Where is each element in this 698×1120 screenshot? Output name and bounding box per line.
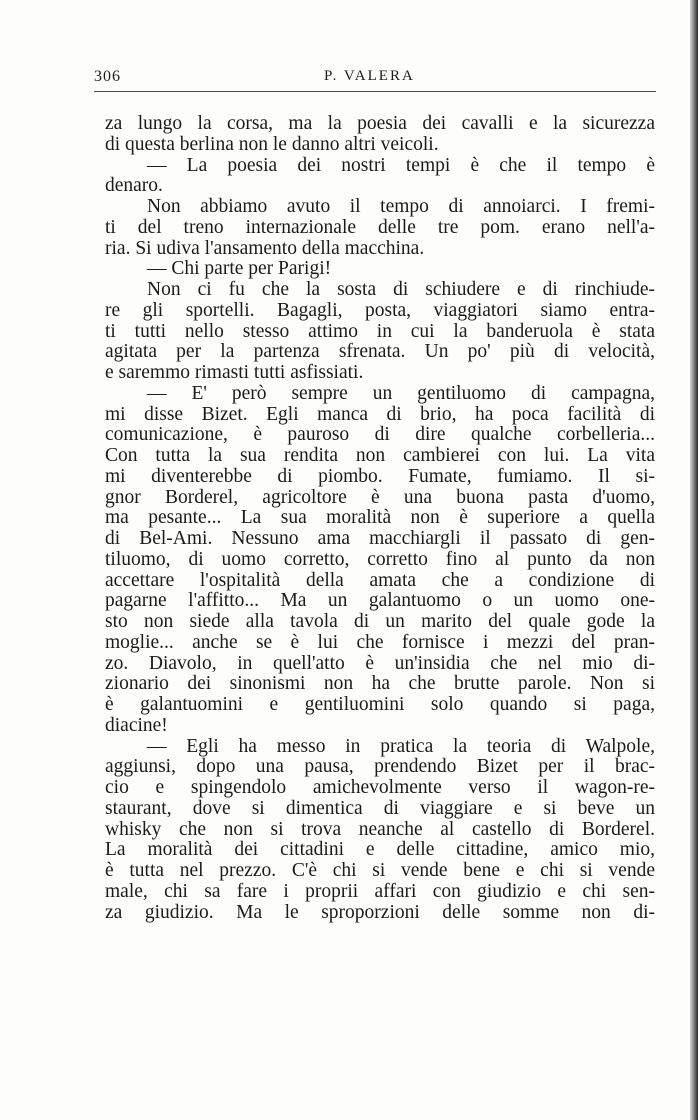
body-text — [105, 114, 655, 923]
text-line: aggiunsi, dopo una pausa, prendendo Bizet per il brac- — [105, 756, 655, 778]
text-line: whisky che non si trova neanche al castello di Borderel. — [105, 818, 655, 840]
text-line: è galantuomini e gentiluomini solo quando si paga, — [105, 694, 655, 715]
text-line: zionario dei sinonismi non ha che brutte parole. Non si — [105, 673, 655, 695]
text-line: staurant, dove si dimentica di viaggiare e si beve un — [105, 797, 655, 819]
text-line: pagarne l'affitto... Ma un galantuomo o un uomo one- — [105, 590, 655, 612]
text-line: mi diventerebbe di piombo. Fumate, fumiamo. Il si- — [105, 465, 655, 487]
text-line: La moralità dei cittadini e delle cittadine, amico mio, — [105, 839, 655, 861]
page-number: 306 — [94, 68, 121, 85]
page-edge-shadow — [690, 0, 698, 1120]
page-header — [94, 66, 654, 90]
text-line: mi disse Bizet. Egli manca di brio, ha poca facilità di — [105, 403, 655, 425]
text-line: accettare l'ospitalità della amata che a condizione di — [105, 569, 655, 591]
running-head: P. VALERA — [324, 68, 415, 84]
text-line: — Egli ha messo in pratica la teoria di Walpole, — [147, 735, 655, 757]
text-line: Con tutta la sua rendita non cambierei con lui. La vita — [105, 445, 655, 466]
text-line: ti del treno internazionale delle tre pom. erano nell'a- — [105, 216, 655, 238]
text-line: tiluomo, di uomo corretto, corretto fino al punto da non — [105, 548, 655, 570]
text-line: cio e spingendolo amichevolmente verso il wagon-re- — [105, 777, 655, 798]
text-line: sto non siede alla tavola di un marito del quale gode la — [105, 611, 655, 632]
text-line: di questa berlina non le danno altri veicoli. — [105, 133, 439, 155]
text-line: moglie... anche se è lui che fornisce i mezzi del pran- — [105, 631, 655, 653]
header-rule — [94, 91, 656, 92]
text-line: re gli sportelli. Bagagli, posta, viaggiatori siamo entra- — [105, 299, 655, 321]
text-line: diacine! — [105, 714, 168, 736]
text-line: è tutta nel prezzo. C'è chi si vende bene e chi si vende — [105, 860, 655, 881]
text-line: gnor Borderel, agricoltore è una buona pasta d'uomo, — [105, 486, 655, 508]
text-line: agitata per la partenza sfrenata. Un po' più di velocità, — [105, 341, 655, 363]
text-line: male, chi sa fare i proprii affari con giudizio e chi sen- — [105, 880, 655, 902]
text-line: comunicazione, è pauroso di dire qualche corbelleria... — [105, 424, 655, 446]
text-line: Non abbiamo avuto il tempo di annoiarci. I fremi- — [147, 196, 655, 217]
text-line: za lungo la corsa, ma la poesia dei cavalli e la sicurezza — [105, 113, 655, 134]
text-line: ma pesante... La sua moralità non è superiore a quella — [105, 507, 655, 529]
text-line: Non ci fu che la sosta di schiudere e di rinchiude- — [147, 279, 655, 300]
text-line: — E' però sempre un gentiluomo di campagna, — [147, 382, 655, 404]
text-line: — La poesia dei nostri tempi è che il tempo è — [147, 154, 655, 176]
text-line: ti tutti nello stesso attimo in cui la banderuola è stata — [105, 320, 655, 342]
text-line: di Bel-Ami. Nessuno ama macchiargli il passato di gen- — [105, 528, 655, 549]
text-line: za giudizio. Ma le sproporzioni delle somme non di- — [105, 901, 655, 923]
text-line: — Chi parte per Parigi! — [147, 258, 332, 280]
text-line: e saremmo rimasti tutti asfissiati. — [105, 362, 364, 383]
text-line: denaro. — [105, 175, 163, 197]
text-line: zo. Diavolo, in quell'atto è un'insidia che nel mio di- — [105, 652, 655, 674]
text-line: ria. Si udiva l'ansamento della macchina. — [105, 237, 425, 259]
